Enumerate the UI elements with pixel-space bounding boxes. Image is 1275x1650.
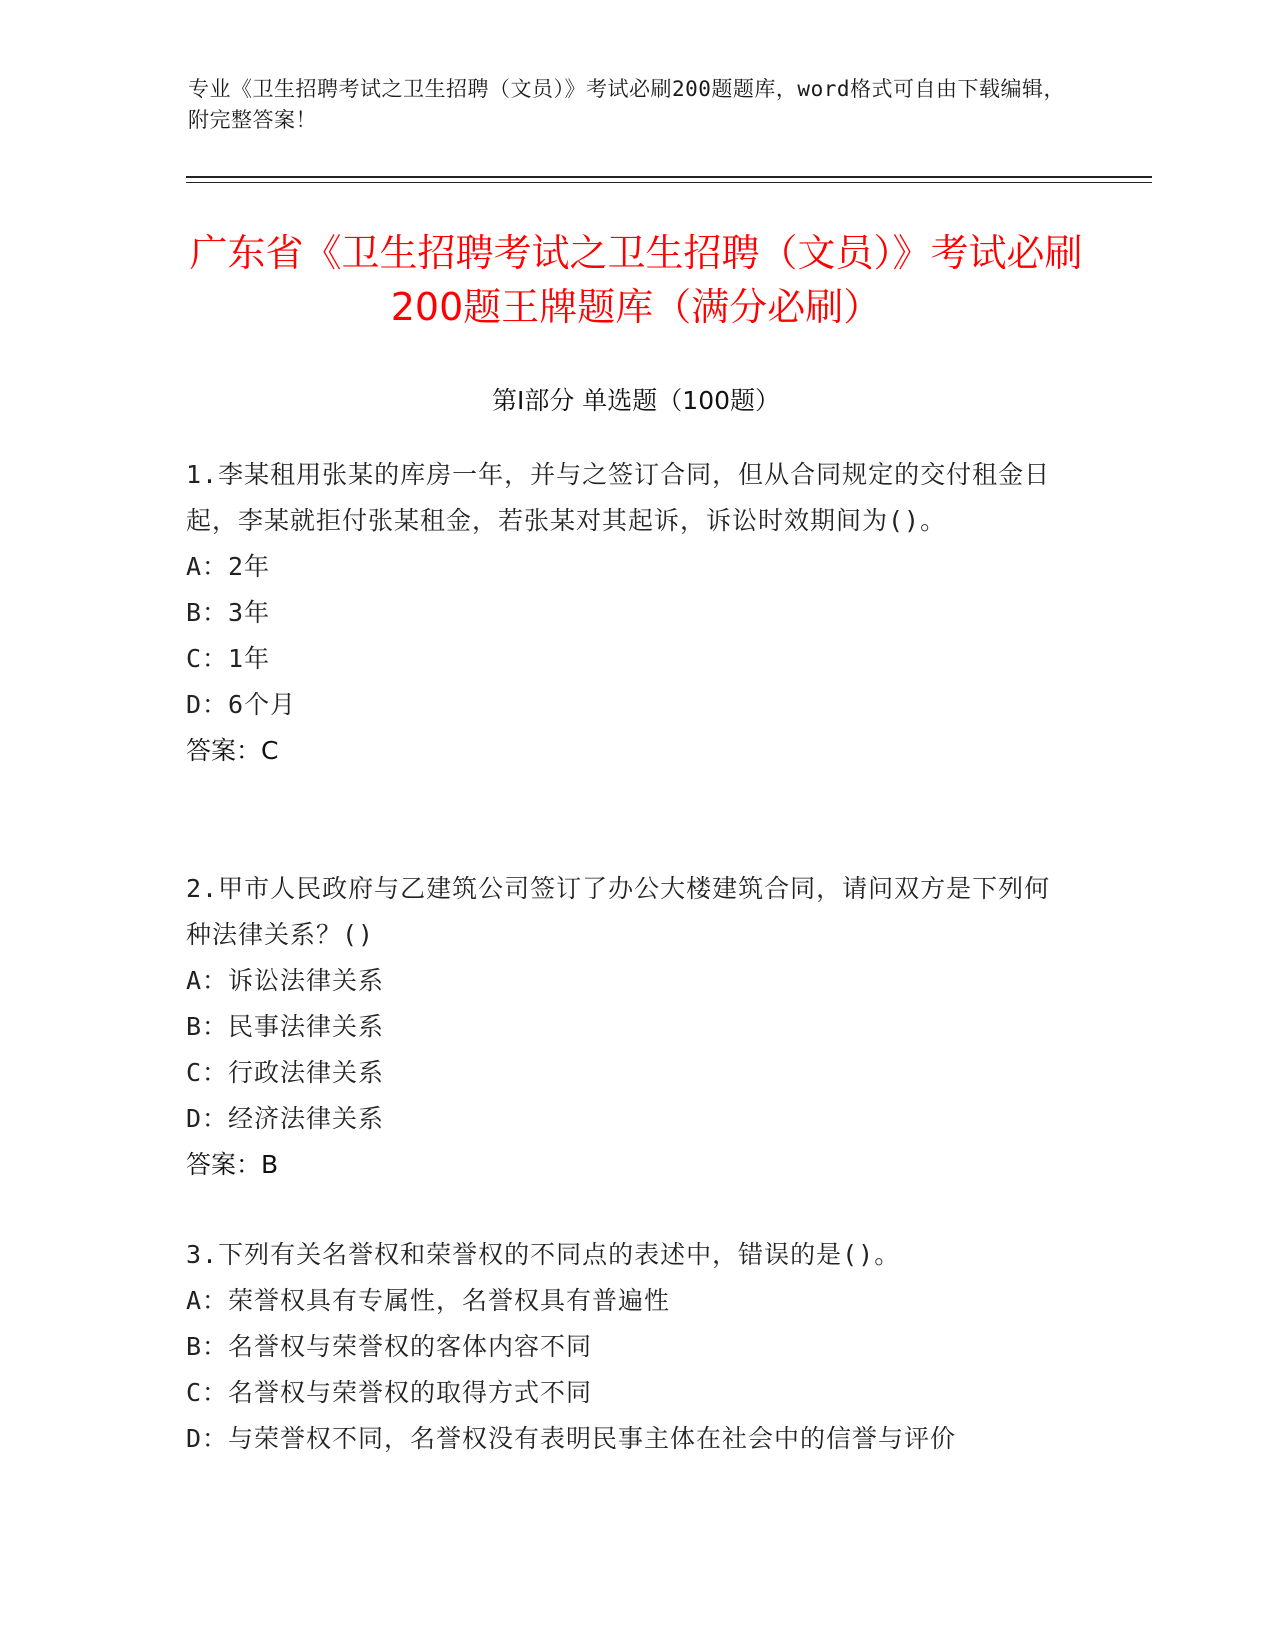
option-c: C：1年 [186, 644, 271, 673]
question-1 [186, 452, 1066, 774]
option-a: A：2年 [186, 552, 271, 581]
option-c: C：名誉权与荣誉权的取得方式不同 [186, 1378, 593, 1407]
option-a: A：诉讼法律关系 [186, 966, 385, 995]
option-d: D：与荣誉权不同，名誉权没有表明民事主体在社会中的信誉与评价 [186, 1424, 957, 1453]
question-3 [186, 1232, 1066, 1462]
option-b: B：3年 [186, 598, 271, 627]
option-c: C：行政法律关系 [186, 1058, 385, 1087]
header-divider-thick [186, 176, 1152, 178]
option-a: A：荣誉权具有专属性，名誉权具有普遍性 [186, 1286, 671, 1315]
option-b: B：名誉权与荣誉权的客体内容不同 [186, 1332, 593, 1361]
question-stem: 1.李某租用张某的库房一年，并与之签订合同，但从合同规定的交付租金日起，李某就拒付张某租金，若张某对其起诉，诉讼时效期间为()。 [186, 460, 1051, 535]
question-stem: 3.下列有关名誉权和荣誉权的不同点的表述中，错误的是()。 [186, 1240, 901, 1269]
answer: 答案：B [186, 1150, 279, 1179]
header-note: 专业《卫生招聘考试之卫生招聘（文员）》考试必刷200题题库，word格式可自由下载编辑，附完整答案！ [188, 77, 1065, 132]
document-title: 广东省《卫生招聘考试之卫生招聘（文员）》考试必刷200题王牌题库（满分必刷） [189, 231, 1083, 329]
header-divider-thin [186, 182, 1152, 183]
option-d: D：经济法律关系 [186, 1104, 385, 1133]
option-d: D：6个月 [186, 690, 297, 719]
option-b: B：民事法律关系 [186, 1012, 385, 1041]
question-stem: 2.甲市人民政府与乙建筑公司签订了办公大楼建筑合同，请问双方是下列何种法律关系？() [186, 874, 1051, 949]
answer: 答案：C [186, 736, 279, 765]
section-title: 第Ⅰ部分 单选题（100题） [491, 386, 781, 415]
question-2 [186, 866, 1066, 1188]
